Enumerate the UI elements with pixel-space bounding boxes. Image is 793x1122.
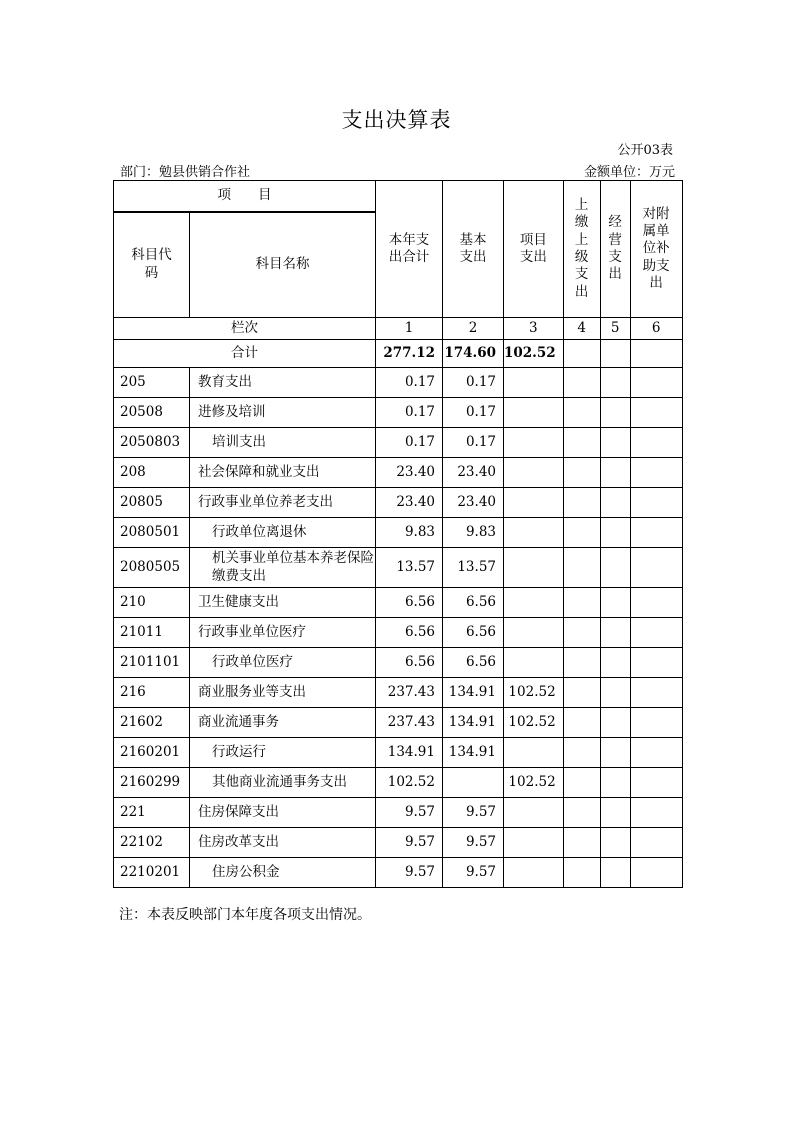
row-empty-cell <box>630 518 682 548</box>
table-row <box>114 458 683 488</box>
row-total: 13.57 <box>376 548 443 588</box>
row-project <box>504 398 564 428</box>
row-code: 216 <box>114 678 190 708</box>
department-label: 部门：勉县供销合作社 <box>120 165 251 180</box>
row-code: 210 <box>114 588 190 618</box>
row-empty-cell <box>563 828 600 858</box>
row-total: 9.57 <box>376 858 443 888</box>
row-basic: 9.57 <box>443 828 504 858</box>
row-code: 2210201 <box>114 858 190 888</box>
row-empty-cell <box>563 588 600 618</box>
row-code: 2080505 <box>114 548 190 588</box>
row-empty-cell <box>630 588 682 618</box>
row-empty-cell <box>563 428 600 458</box>
col-num: 6 <box>630 318 682 340</box>
row-code: 2160299 <box>114 768 190 798</box>
row-empty-cell <box>600 618 630 648</box>
table-row <box>114 648 683 678</box>
row-empty-cell <box>600 828 630 858</box>
row-empty-cell <box>600 708 630 738</box>
row-total: 9.57 <box>376 798 443 828</box>
row-basic <box>443 768 504 798</box>
row-project <box>504 858 564 888</box>
row-project: 102.52 <box>504 768 564 798</box>
row-total: 237.43 <box>376 708 443 738</box>
sum-project: 102.52 <box>504 340 564 368</box>
row-basic: 6.56 <box>443 648 504 678</box>
row-empty-cell <box>630 488 682 518</box>
row-name: 行政事业单位养老支出 <box>190 488 376 518</box>
table-row <box>114 768 683 798</box>
row-basic: 134.91 <box>443 738 504 768</box>
col-num: 1 <box>376 318 443 340</box>
row-empty-cell <box>630 828 682 858</box>
col-num: 4 <box>563 318 600 340</box>
row-basic: 9.57 <box>443 858 504 888</box>
row-project <box>504 428 564 458</box>
row-code: 205 <box>114 368 190 398</box>
row-empty-cell <box>563 458 600 488</box>
row-total: 0.17 <box>376 398 443 428</box>
row-empty-cell <box>600 588 630 618</box>
table-row <box>114 708 683 738</box>
row-empty-cell <box>563 678 600 708</box>
row-total: 9.83 <box>376 518 443 548</box>
row-empty-cell <box>630 618 682 648</box>
row-empty-cell <box>630 458 682 488</box>
table-row <box>114 738 683 768</box>
row-empty-cell <box>563 798 600 828</box>
row-code: 20805 <box>114 488 190 518</box>
row-empty-cell <box>563 398 600 428</box>
row-name: 行政事业单位医疗 <box>190 618 376 648</box>
row-name: 培训支出 <box>190 428 376 458</box>
row-empty-cell <box>600 398 630 428</box>
row-project: 102.52 <box>504 678 564 708</box>
row-empty-cell <box>563 648 600 678</box>
row-empty-cell <box>600 648 630 678</box>
row-basic: 134.91 <box>443 678 504 708</box>
row-project <box>504 828 564 858</box>
row-code: 22102 <box>114 828 190 858</box>
header-business: 经 营 支 出 <box>600 181 630 318</box>
row-project <box>504 618 564 648</box>
row-total: 0.17 <box>376 368 443 398</box>
row-empty-cell <box>600 548 630 588</box>
row-name: 教育支出 <box>190 368 376 398</box>
row-code: 2050803 <box>114 428 190 458</box>
row-code: 221 <box>114 798 190 828</box>
row-code: 2160201 <box>114 738 190 768</box>
row-name: 行政单位医疗 <box>190 648 376 678</box>
row-empty-cell <box>563 738 600 768</box>
table-row <box>114 368 683 398</box>
row-name: 进修及培训 <box>190 398 376 428</box>
table-row <box>114 798 683 828</box>
table-row <box>114 518 683 548</box>
row-total: 0.17 <box>376 428 443 458</box>
row-total: 6.56 <box>376 648 443 678</box>
header-item: 项 目 <box>114 181 376 212</box>
row-project <box>504 488 564 518</box>
row-code: 208 <box>114 458 190 488</box>
row-basic: 6.56 <box>443 618 504 648</box>
header-name: 科目名称 <box>190 212 376 318</box>
row-basic: 0.17 <box>443 428 504 458</box>
row-basic: 0.17 <box>443 368 504 398</box>
table-row <box>114 548 683 588</box>
sum-total: 277.12 <box>376 340 443 368</box>
table-row <box>114 588 683 618</box>
row-empty-cell <box>600 428 630 458</box>
row-project <box>504 738 564 768</box>
row-project <box>504 588 564 618</box>
table-row <box>114 618 683 648</box>
table-row <box>114 678 683 708</box>
row-basic: 9.57 <box>443 798 504 828</box>
row-empty-cell <box>630 368 682 398</box>
row-empty-cell <box>563 488 600 518</box>
col-num: 5 <box>600 318 630 340</box>
expenditure-table <box>113 180 683 888</box>
row-name: 住房公积金 <box>190 858 376 888</box>
table-row <box>114 858 683 888</box>
row-name: 住房保障支出 <box>190 798 376 828</box>
header-upper: 上 缴 上 级 支 出 <box>563 181 600 318</box>
row-empty-cell <box>600 858 630 888</box>
row-name: 住房改革支出 <box>190 828 376 858</box>
row-empty-cell <box>563 858 600 888</box>
row-total: 6.56 <box>376 618 443 648</box>
row-empty-cell <box>600 768 630 798</box>
col-num: 2 <box>443 318 504 340</box>
row-empty-cell <box>630 548 682 588</box>
row-basic: 13.57 <box>443 548 504 588</box>
row-name: 机关事业单位基本养老保险缴费支出 <box>190 548 376 588</box>
row-basic: 0.17 <box>443 398 504 428</box>
row-empty-cell <box>563 518 600 548</box>
row-project <box>504 368 564 398</box>
row-empty-cell <box>630 708 682 738</box>
row-project <box>504 518 564 548</box>
row-empty-cell <box>600 518 630 548</box>
row-total: 6.56 <box>376 588 443 618</box>
row-empty-cell <box>563 708 600 738</box>
row-code: 21602 <box>114 708 190 738</box>
row-empty-cell <box>563 768 600 798</box>
page-title: 支出决算表 <box>341 108 452 132</box>
row-empty-cell <box>563 618 600 648</box>
row-total: 134.91 <box>376 738 443 768</box>
row-total: 23.40 <box>376 488 443 518</box>
row-project <box>504 458 564 488</box>
header-total: 本年支 出合计 <box>376 181 443 318</box>
row-code: 21011 <box>114 618 190 648</box>
row-empty-cell <box>630 798 682 828</box>
sum-basic: 174.60 <box>443 340 504 368</box>
row-total: 9.57 <box>376 828 443 858</box>
row-project <box>504 798 564 828</box>
row-code: 2101101 <box>114 648 190 678</box>
row-basic: 9.83 <box>443 518 504 548</box>
row-empty-cell <box>630 768 682 798</box>
row-empty-cell <box>600 488 630 518</box>
row-name: 商业服务业等支出 <box>190 678 376 708</box>
row-empty-cell <box>630 428 682 458</box>
row-total: 237.43 <box>376 678 443 708</box>
row-empty-cell <box>600 738 630 768</box>
table-row <box>114 428 683 458</box>
form-number: 公开03表 <box>617 143 673 158</box>
row-empty-cell <box>600 458 630 488</box>
row-empty-cell <box>600 678 630 708</box>
header-project: 项目 支出 <box>504 181 564 318</box>
table-note: 注：本表反映部门本年度各项支出情况。 <box>119 907 371 923</box>
row-empty-cell <box>630 648 682 678</box>
row-basic: 134.91 <box>443 708 504 738</box>
column-number-row <box>114 318 683 340</box>
row-name: 卫生健康支出 <box>190 588 376 618</box>
header-basic: 基本 支出 <box>443 181 504 318</box>
row-name: 行政单位离退休 <box>190 518 376 548</box>
row-project <box>504 648 564 678</box>
row-empty-cell <box>630 738 682 768</box>
amount-unit-label: 金额单位：万元 <box>583 165 675 180</box>
row-code: 2080501 <box>114 518 190 548</box>
row-name: 行政运行 <box>190 738 376 768</box>
row-empty-cell <box>600 798 630 828</box>
row-name: 社会保障和就业支出 <box>190 458 376 488</box>
row-total: 102.52 <box>376 768 443 798</box>
column-label: 栏次 <box>114 318 376 340</box>
row-name: 商业流通事务 <box>190 708 376 738</box>
row-project: 102.52 <box>504 708 564 738</box>
row-empty-cell <box>630 398 682 428</box>
row-basic: 23.40 <box>443 458 504 488</box>
sum-row <box>114 340 683 368</box>
row-total: 23.40 <box>376 458 443 488</box>
row-empty-cell <box>630 678 682 708</box>
row-basic: 23.40 <box>443 488 504 518</box>
table-row <box>114 488 683 518</box>
row-code: 20508 <box>114 398 190 428</box>
row-project <box>504 548 564 588</box>
row-empty-cell <box>600 368 630 398</box>
col-num: 3 <box>504 318 564 340</box>
header-subsidy: 对附 属单 位补 助支 出 <box>630 181 682 318</box>
header-code: 科目代 码 <box>114 212 190 318</box>
table-row <box>114 398 683 428</box>
row-empty-cell <box>563 368 600 398</box>
row-empty-cell <box>563 548 600 588</box>
row-basic: 6.56 <box>443 588 504 618</box>
row-empty-cell <box>630 858 682 888</box>
row-name: 其他商业流通事务支出 <box>190 768 376 798</box>
table-row <box>114 828 683 858</box>
sum-label: 合计 <box>114 340 376 368</box>
